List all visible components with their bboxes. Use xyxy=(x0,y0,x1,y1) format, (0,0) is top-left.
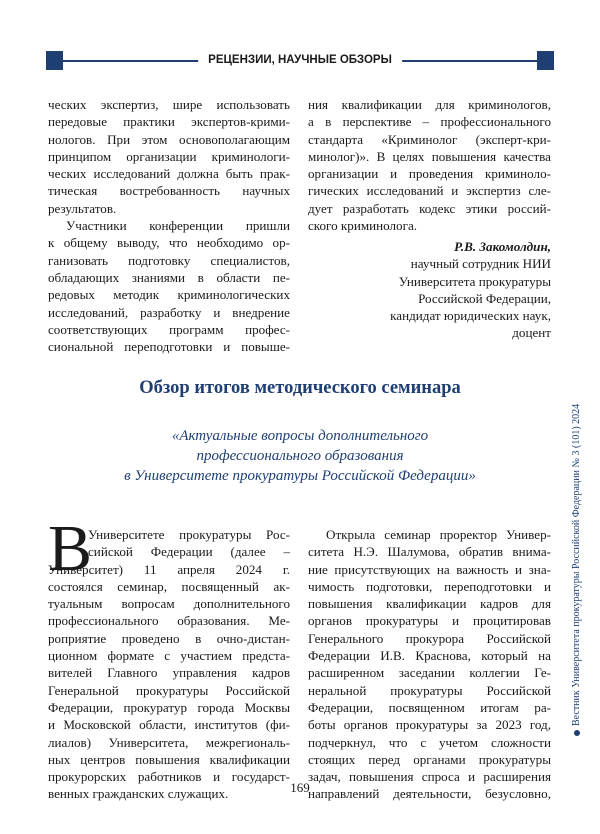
text-line: результатов. xyxy=(48,200,117,216)
text-line: ганизовать подготовку специалистов, xyxy=(48,252,290,268)
text-line: ных центров повышения квалификации xyxy=(48,751,290,767)
text-line: Федерации, прокуратур города Москвы xyxy=(48,699,290,715)
text-line: ческих исследований должна быть прак- xyxy=(48,166,290,182)
author-affiliation: Университета прокуратуры xyxy=(398,273,551,289)
text-line: соответствующих программ профес- xyxy=(48,321,290,337)
text-line: лиалов) Университета, межрегиональ- xyxy=(48,734,290,750)
header-square-right xyxy=(537,51,554,70)
page-number: 169 xyxy=(290,780,310,795)
text-line: организации и проведения криминоло- xyxy=(308,166,551,182)
section-header-title: РЕЦЕНЗИИ, НАУЧНЫЕ ОБЗОРЫ xyxy=(198,51,402,69)
text-line: подчеркнул, что с учетом сложности xyxy=(308,734,551,750)
author-title: доцент xyxy=(512,325,551,341)
text-line: повышения квалификации кадров для xyxy=(308,596,551,612)
text-line: сиональной переподготовки и повыше- xyxy=(48,339,290,355)
text-line: обладающих знаниями в области пе- xyxy=(48,269,290,285)
text-line: задач, повышения спроса и расширения xyxy=(308,769,551,785)
running-header xyxy=(46,50,554,72)
author-degree: кандидат юридических наук, xyxy=(390,308,551,324)
text-line: к общему выводу, что необходимо ор- xyxy=(48,235,290,251)
text-line: ситета Н.Э. Шалумова, обратив внима- xyxy=(308,544,551,560)
text-line: дует разработать кодекс этики россий- xyxy=(308,200,551,216)
text-line: минолог)». В целях повышения качества xyxy=(308,148,551,164)
text-line: гических исследований и экспертиз сле- xyxy=(308,183,551,199)
text-line: туальным вопросам дополнительного xyxy=(48,596,290,612)
bullet-dot-icon xyxy=(574,730,580,736)
text-line: направлений деятельности, безусловно, xyxy=(308,786,551,802)
text-line: и Московской области, институтов (фи- xyxy=(48,717,290,733)
text-line: профессионального образования. Ме- xyxy=(48,613,290,629)
journal-side-caption xyxy=(571,404,582,736)
text-line: расширенном заседании коллегии Ге- xyxy=(308,665,551,681)
text-line: боты органов прокуратуры за 2023 год, xyxy=(308,717,551,733)
text-line: ческих экспертиз, шире использовать xyxy=(48,97,290,112)
subtitle-line: в Университете прокуратуры Российской Федерации» xyxy=(124,468,476,484)
text-line: ского криминолога. xyxy=(308,218,418,234)
text-line: нологов. При этом основополагающим xyxy=(48,131,290,147)
author-signature xyxy=(300,238,551,342)
subtitle-line: «Актуальные вопросы дополнительного xyxy=(171,428,429,444)
author-affiliation: Российской Федерации, xyxy=(418,290,551,306)
text-line: венных гражданских служащих. xyxy=(48,786,229,802)
text-line: передовые практики экспертов-крими- xyxy=(48,114,290,130)
bottom-left-column xyxy=(48,526,290,803)
text-line: ционном формате с участием предста- xyxy=(48,648,290,664)
author-position: научный сотрудник НИИ xyxy=(410,256,551,272)
text-line: исследований, разработку и внедрение xyxy=(48,304,290,320)
text-line: Участники конференции пришли xyxy=(66,218,290,234)
text-line: Генеральной прокуратуры Российской xyxy=(48,682,290,698)
text-line: а в перспективе – профессионального xyxy=(308,114,551,130)
text-line: прокурорских работников и государст- xyxy=(48,769,290,785)
drop-cap: В xyxy=(48,512,93,585)
text-line: редовых методик криминологических xyxy=(48,287,290,303)
section-subtitle xyxy=(46,426,554,486)
text-line: Федерации, посвященном итогам ра- xyxy=(308,699,551,715)
text-line: Федерации И.В. Краснова, который на xyxy=(308,648,551,664)
text-line: сийской Федерации (далее – xyxy=(88,544,290,560)
text-line: неральной прокуратуры Российской xyxy=(308,682,551,698)
text-line: тическая востребованность научных xyxy=(48,183,290,199)
text-line: Открыла семинар проректор Универ- xyxy=(326,527,551,542)
text-line: ние присутствующих на важность и зна- xyxy=(308,561,551,577)
top-right-column xyxy=(308,96,551,234)
header-square-left xyxy=(46,51,63,70)
text-line: принципом организации криминологи- xyxy=(48,148,290,164)
text-line: стоящих перед органами прокуратуры xyxy=(308,751,551,767)
section-title: Обзор итогов методического семинара xyxy=(139,378,461,398)
text-line: Университете прокуратуры Рос- xyxy=(88,527,290,542)
text-line: стандарта «Криминолог (эксперт-кри- xyxy=(308,131,551,147)
bottom-right-column xyxy=(308,526,551,803)
text-line: органов прокуратуры и процитировав xyxy=(308,613,551,629)
text-line: чимость подготовки, переподготовки и xyxy=(308,578,551,594)
text-line: Университет) 11 апреля 2024 г. xyxy=(48,561,290,577)
text-line: Генерального прокурора Российской xyxy=(308,630,551,646)
top-left-column xyxy=(48,96,290,355)
author-name: Р.В. Закомолдин, xyxy=(454,239,551,254)
subtitle-line: профессионального образования xyxy=(196,448,404,464)
side-caption-text: Вестник Университета прокуратуры Российской Федерации № 3 (101) 2024 xyxy=(571,403,582,726)
text-line: ния квалификации для криминологов, xyxy=(308,97,551,112)
text-line: роприятие проведено в очно-дистан- xyxy=(48,630,290,646)
text-line: состоялся семинар, посвященный ак- xyxy=(48,578,290,594)
text-line: вителей Главного управления кадров xyxy=(48,665,290,681)
